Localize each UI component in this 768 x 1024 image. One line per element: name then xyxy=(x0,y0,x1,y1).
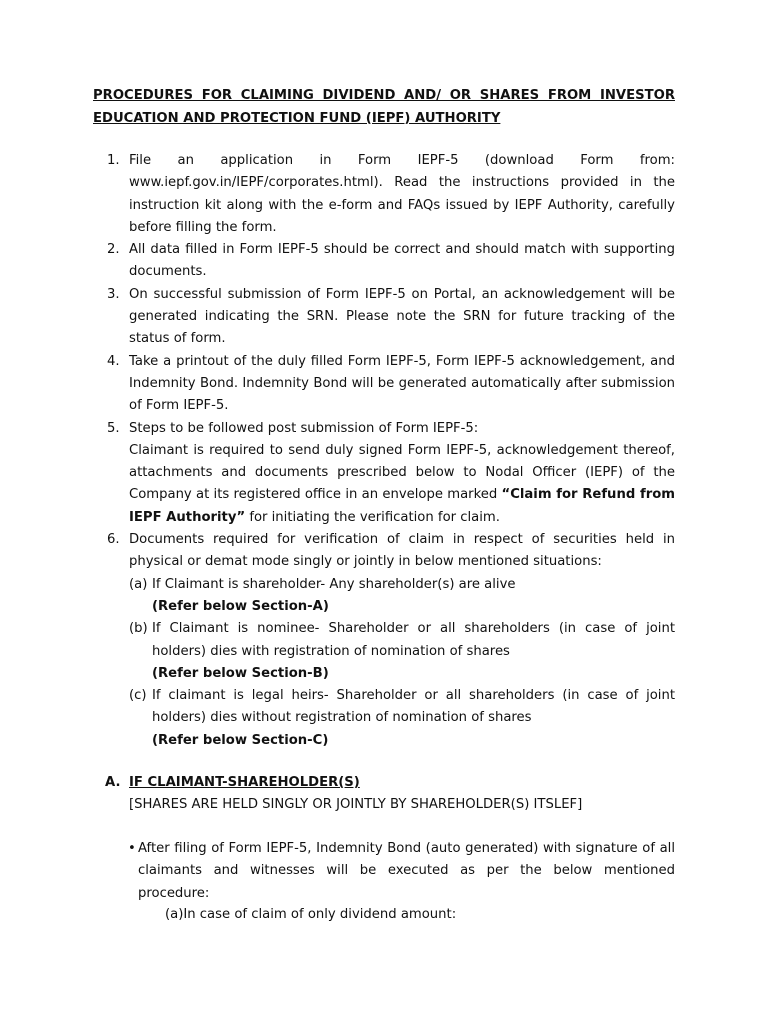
situation-text: If Claimant is shareholder- Any shareholder(s) are alive xyxy=(152,576,516,592)
step-2-text: All data filled in Form IEPF-5 should be correct and should match with supporting documents. xyxy=(129,242,675,280)
situation-a xyxy=(129,574,675,619)
step-5-text-after: for initiating the verification for claim. xyxy=(245,509,500,525)
situation-c xyxy=(129,685,675,752)
step-5-heading: Steps to be followed post submission of Form IEPF-5: xyxy=(129,420,479,436)
step-5-text xyxy=(129,440,675,529)
procedure-steps xyxy=(93,150,675,752)
step-5-text-before: Claimant is required to send duly signed Form IEPF-5, acknowledgement thereof, attachments and documents prescribed below to Nodal Officer (IEPF) of the Company at its registered office in an envelope marked xyxy=(129,442,675,503)
bullet-item xyxy=(128,838,675,905)
section-a xyxy=(105,772,675,817)
step-number: 6. xyxy=(107,532,120,548)
step-1-text: www.iepf.gov.in/IEPF/corporates.html). Read the instructions provided in the instruction kit along with the e-form and FAQs issued by IEPF Authority, carefully before filling the form. xyxy=(129,175,675,235)
step-1 xyxy=(93,150,675,239)
section-reference: (Refer below Section-C) xyxy=(152,732,329,748)
step-number: 4. xyxy=(107,353,120,369)
dividend-claim-procedure: (a)In case of claim of only dividend amount: xyxy=(165,907,457,922)
step-1-first-line: File an application in Form IEPF-5 (download Form from: xyxy=(129,153,675,168)
document-title: PROCEDURES FOR CLAIMING DIVIDEND AND/ OR SHARES FROM INVESTOR EDUCATION AND PROTECTION FUND (IEPF) AUTHORITY xyxy=(93,88,675,126)
step-number: 5. xyxy=(107,420,120,436)
step-4 xyxy=(93,351,675,418)
step-2 xyxy=(93,239,675,284)
step-6 xyxy=(93,529,675,752)
step-6-text: Documents required for verification of claim in respect of securities held in physical or demat mode singly or jointly in below mentioned situations: xyxy=(129,532,675,570)
section-letter: A. xyxy=(105,775,121,790)
step-number: 3. xyxy=(107,286,120,302)
step-5 xyxy=(93,418,675,529)
step-4-text: Take a printout of the duly filled Form IEPF-5, Form IEPF-5 acknowledgement, and Indemnity Bond. Indemnity Bond will be generated automatically after submission of Form IEPF-5. xyxy=(129,353,675,414)
step-3-text: On successful submission of Form IEPF-5 on Portal, an acknowledgement will be generated indicating the SRN. Please note the SRN for future tracking of the status of form. xyxy=(129,286,675,347)
situation-text: If Claimant is nominee- Shareholder or all shareholders (in case of joint holders) dies with registration of nomination of shares xyxy=(152,621,675,659)
situation-label: (b) xyxy=(129,621,148,637)
situation-text: If claimant is legal heirs- Shareholder or all shareholders (in case of joint holders) dies without registration of nomination of shares xyxy=(152,688,675,726)
section-a-heading xyxy=(105,772,675,794)
step-3 xyxy=(93,284,675,351)
step-number: 2. xyxy=(107,242,120,258)
envelope-marking: “Claim for Refund from IEPF Authority” xyxy=(129,487,675,525)
situation-label: (c) xyxy=(129,688,147,704)
section-title: IF CLAIMANT-SHAREHOLDER(S) xyxy=(129,775,360,790)
situation-label: (a) xyxy=(129,576,148,592)
bullet-icon: • xyxy=(128,841,136,856)
section-note: [SHARES ARE HELD SINGLY OR JOINTLY BY SHAREHOLDER(S) ITSLEF] xyxy=(129,797,583,813)
bullet-text: After filing of Form IEPF-5, Indemnity Bond (auto generated) with signature of all claimants and witnesses will be executed as per the below mentioned procedure: xyxy=(138,841,675,901)
section-reference: (Refer below Section-A) xyxy=(152,598,329,614)
section-reference: (Refer below Section-B) xyxy=(152,665,329,681)
situation-b xyxy=(129,618,675,685)
step-number: 1. xyxy=(107,153,120,168)
